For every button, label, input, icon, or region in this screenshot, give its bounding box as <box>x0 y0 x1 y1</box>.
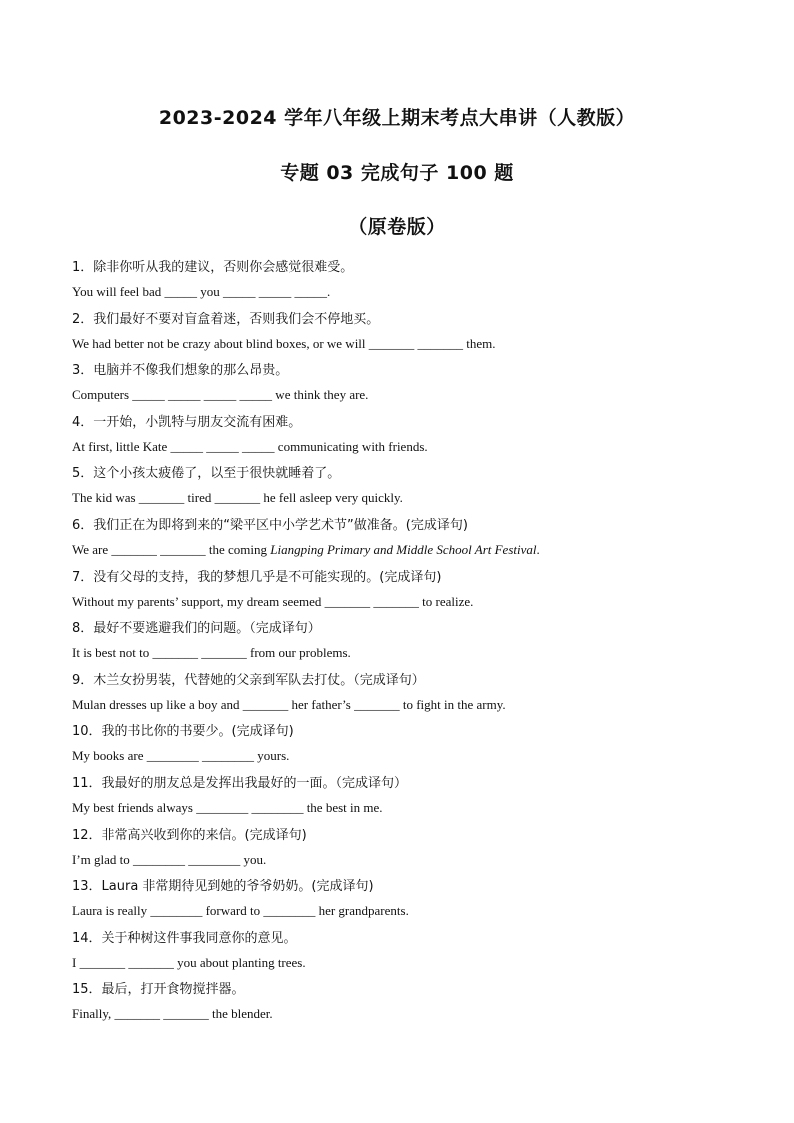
question-prompt: 6．我们正在为即将到来的“梁平区中小学艺术节”做准备。(完成译句) <box>72 517 468 533</box>
question-sentence: It is best not to _______ _______ from our problems. <box>72 645 351 661</box>
question-item <box>72 258 732 310</box>
question-item <box>72 774 732 826</box>
question-sentence: Without my parents’ support, my dream seemed _______ _______ to realize. <box>72 593 474 609</box>
question-sentence: My books are ________ ________ yours. <box>72 748 290 764</box>
question-prompt: 10．我的书比你的书要少。(完成译句) <box>72 724 294 740</box>
question-item <box>72 929 732 981</box>
question-prompt: 7．没有父母的支持，我的梦想几乎是不可能实现的。(完成译句) <box>72 569 442 585</box>
question-item <box>72 826 732 878</box>
question-sentence <box>72 539 732 567</box>
question-item <box>72 516 732 568</box>
question-item <box>72 619 732 671</box>
question-sentence: Computers _____ _____ _____ _____ we think they are. <box>72 387 369 403</box>
question-sentence: Mulan dresses up like a boy and _______ her father’s _______ to fight in the army. <box>72 696 506 712</box>
document-title: 2023-2024 学年八年级上期末考点大串讲（人教版） <box>158 107 636 129</box>
question-list <box>72 258 732 1032</box>
question-prompt: 5．这个小孩太疲倦了，以至于很快就睡着了。 <box>72 466 341 482</box>
question-sentence: At first, little Kate _____ _____ _____ communicating with friends. <box>72 438 428 454</box>
question-item <box>72 568 732 620</box>
question-sentence: Finally, _______ _______ the blender. <box>72 1006 273 1022</box>
question-item <box>72 464 732 516</box>
question-item <box>72 980 732 1032</box>
question-item <box>72 310 732 362</box>
question-item <box>72 877 732 929</box>
question-item <box>72 413 732 465</box>
document-subtitle: 专题 03 完成句子 100 题 <box>280 162 514 184</box>
question-sentence: You will feel bad _____ you _____ _____ _____. <box>72 284 331 299</box>
question-prompt: 14．关于种树这件事我同意你的意见。 <box>72 930 297 946</box>
question-sentence: Laura is really ________ forward to ________ her grandparents. <box>72 903 409 919</box>
question-prompt: 15．最后，打开食物搅拌器。 <box>72 982 245 998</box>
question-prompt: 11．我最好的朋友总是发挥出我最好的一面。（完成译句） <box>72 775 408 791</box>
question-sentence: I _______ _______ you about planting trees. <box>72 954 306 970</box>
question-sentence: My best friends always ________ ________ the best in me. <box>72 799 383 815</box>
question-prompt: 2．我们最好不要对盲盒着迷，否则我们会不停地买。 <box>72 311 380 327</box>
question-prompt: 1．除非你听从我的建议，否则你会感觉很难受。 <box>72 260 354 275</box>
question-item <box>72 671 732 723</box>
question-item <box>72 722 732 774</box>
question-sentence: I’m glad to ________ ________ you. <box>72 851 267 867</box>
question-sentence: The kid was _______ tired _______ he fell asleep very quickly. <box>72 490 403 506</box>
sentence-text: We are _______ _______ the coming <box>72 541 271 557</box>
question-prompt: 12．非常高兴收到你的来信。(完成译句) <box>72 827 307 843</box>
document-version-label: （原卷版） <box>348 216 446 238</box>
question-sentence: We had better not be crazy about blind boxes, or we will _______ _______ them. <box>72 335 496 351</box>
question-item <box>72 361 732 413</box>
festival-name: Liangping Primary and Middle School Art Festival <box>270 541 537 557</box>
sentence-text: . <box>536 541 540 557</box>
question-prompt: 3．电脑并不像我们想象的那么昂贵。 <box>72 363 289 379</box>
question-prompt: 9．木兰女扮男装，代替她的父亲到军队去打仗。（完成译句） <box>72 672 425 688</box>
question-prompt: 8．最好不要逃避我们的问题。（完成译句） <box>72 621 321 637</box>
question-prompt: 13．Laura 非常期待见到她的爷爷奶奶。(完成译句) <box>72 879 374 895</box>
question-prompt: 4．一开始，小凯特与朋友交流有困难。 <box>72 414 302 430</box>
